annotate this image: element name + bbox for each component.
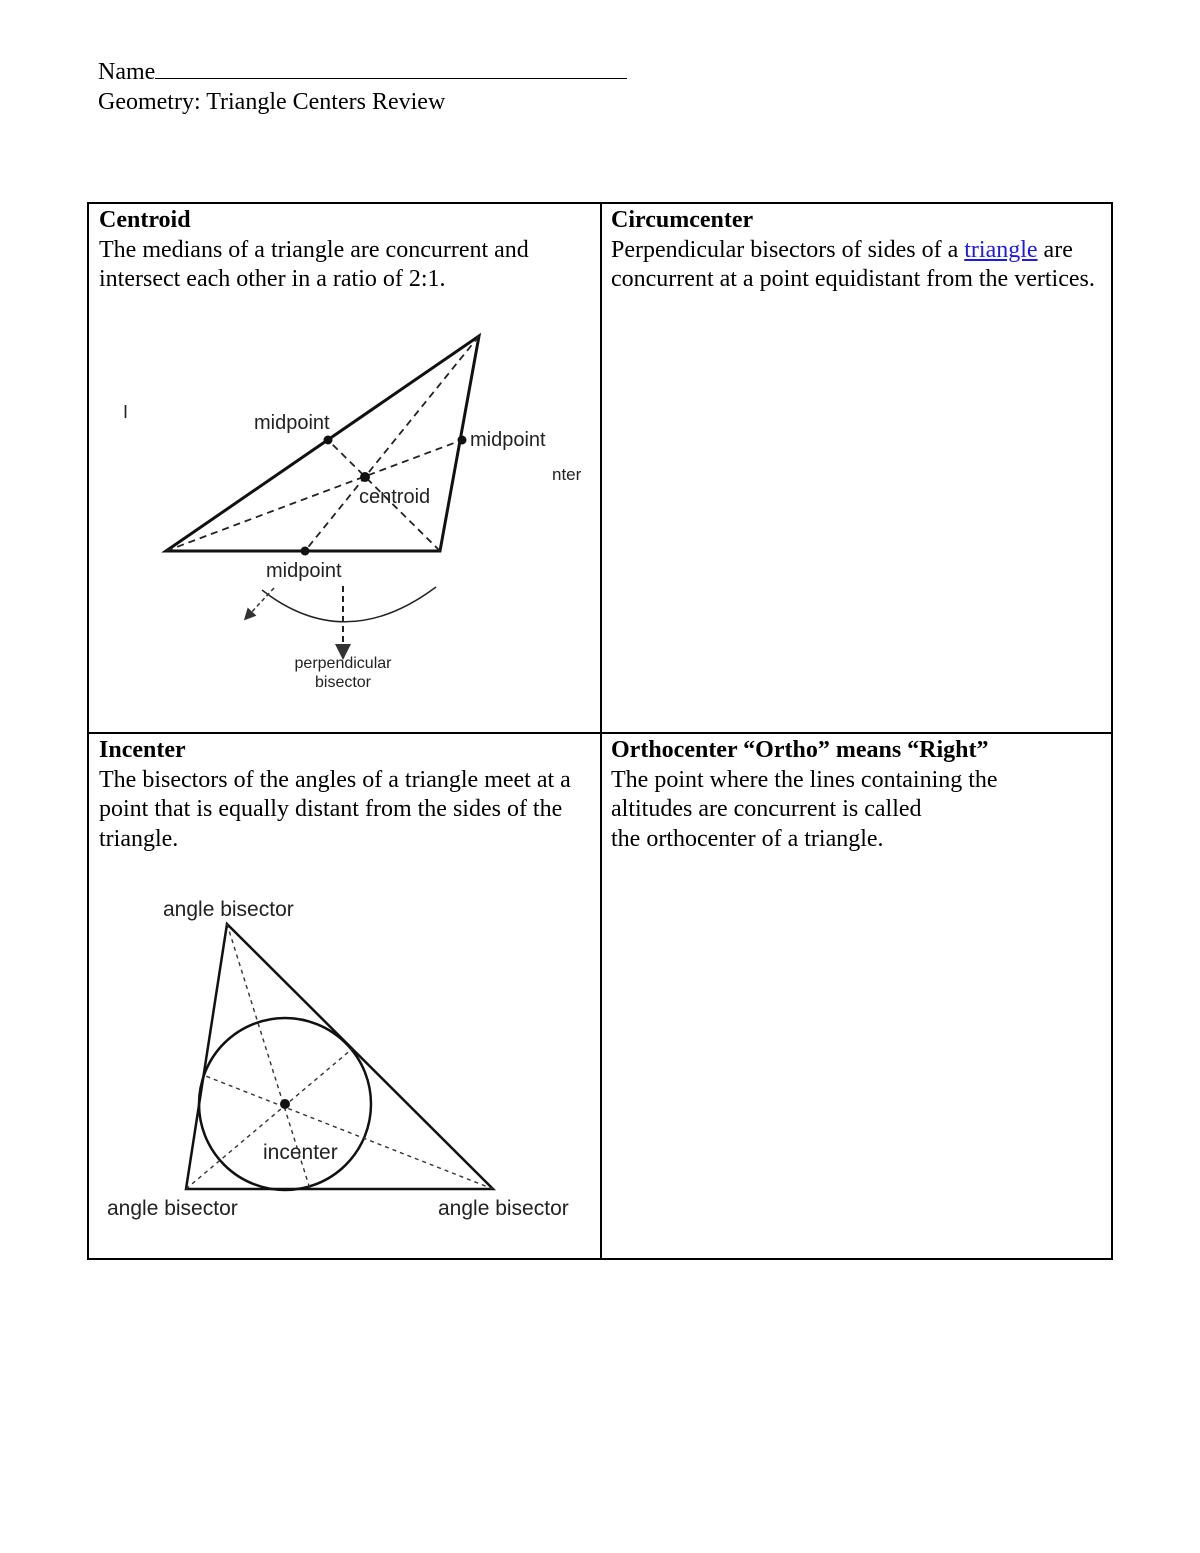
circumcenter-title: Circumcenter [611,207,754,233]
orthocenter-body-line-3: the orthocenter of a triangle. [611,825,884,852]
name-label: Name [98,59,156,85]
centroid-body: The medians of a triangle are concurrent and intersect each other in a ratio of 2:1. [99,236,529,292]
midpoint-top-label: midpoint [254,412,330,434]
stray-right-label: nter [552,465,582,484]
incenter-label: incenter [263,1141,338,1164]
page-title: Geometry: Triangle Centers Review [98,89,446,115]
triangle-link[interactable]: triangle [964,236,1038,263]
orthocenter-title: Orthocenter “Ortho” means “Right” [611,737,989,763]
circumcenter-body-start: Perpendicular bisectors of sides of a [611,236,965,263]
incenter-dot [280,1099,290,1109]
perpendicular-label-1: perpendicular [294,655,392,672]
midpoint-bottom-label: midpoint [266,560,342,582]
incenter-triangle [186,924,493,1189]
angle-bisector-right-label: angle bisector [438,1197,569,1220]
circumcenter-body-end: are concurrent at a point equidistant from the vertices. [611,236,1095,292]
angle-bisector-top-label: angle bisector [163,898,294,921]
incenter-title: Incenter [99,737,186,763]
perpendicular-label-2: bisector [314,674,372,691]
orthocenter-body-line-2: altitudes are concurrent is called [611,796,922,822]
midpoint-right-label: midpoint [470,429,546,451]
angle-bisector-left-label: angle bisector [107,1197,238,1220]
stray-left-label: I [123,402,129,422]
centroid-label: centroid [359,486,431,508]
incenter-body: The bisectors of the angles of a triangle meet at a point that is equally distant from the sides of the triangle. [99,766,571,852]
orthocenter-body-line-1: The point where the lines containing the [611,766,998,793]
bisector-from-right [203,1075,493,1189]
centroid-title: Centroid [99,207,191,233]
bisector-from-left [186,1049,352,1189]
